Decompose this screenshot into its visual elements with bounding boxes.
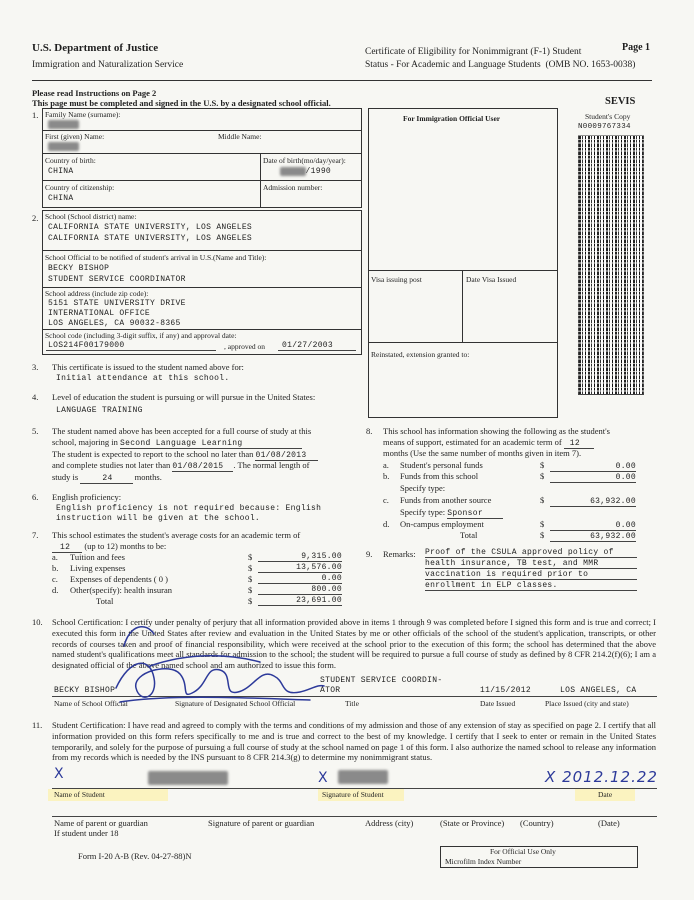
cost-d-amount: 800.00 xyxy=(258,585,342,595)
major-value: Second Language Learning xyxy=(120,439,302,449)
section6-value1: English proficiency is not required because: English xyxy=(56,504,322,513)
middle-name-label: Middle Name: xyxy=(218,132,262,141)
microfilm-label: Microfilm Index Number xyxy=(445,857,522,866)
remarks-line4: enrollment in ELP classes. xyxy=(425,581,637,591)
lbl-date-issued: Date Issued xyxy=(480,699,516,708)
lbl-place-issued: Place Issued (city and state) xyxy=(545,699,629,708)
school-official-label: School Official to be notified of student's arrival in U.S.(Name and Title): xyxy=(45,253,267,262)
school-official-initial-mark xyxy=(120,620,160,650)
school-name-line1: CALIFORNIA STATE UNIVERSITY, LOS ANGELES xyxy=(48,223,253,232)
cost-d-letter: d. xyxy=(52,585,59,595)
birth-country-value: CHINA xyxy=(48,167,74,176)
school-code-value: LOS214F00179000 xyxy=(48,341,125,350)
support-b-letter: b. xyxy=(383,471,390,481)
section3-number: 3. xyxy=(32,362,39,372)
school-address-line3: LOS ANGELES, CA 90032-8365 xyxy=(48,319,181,328)
section9-number: 9. xyxy=(366,549,373,559)
study-months-value: 24 xyxy=(80,474,132,484)
date-issued-value: 11/15/2012 xyxy=(480,686,532,695)
cost-c-label: Expenses of dependents ( 0 ) xyxy=(70,574,168,584)
lbl-student-name: Name of Student xyxy=(54,790,105,799)
sevis-barcode xyxy=(578,135,644,395)
lbl-guardian-name: Name of parent or guardian xyxy=(54,818,148,828)
cost-b-letter: b. xyxy=(52,563,59,573)
report-date-value: 01/08/2013 xyxy=(255,451,318,461)
remarks-label: Remarks: xyxy=(383,549,416,559)
dob-value: /1990 xyxy=(280,167,331,176)
school-official-name-value: BECKY BISHOP xyxy=(54,686,116,695)
lbl-school-official-signature: Signature of Designated School Official xyxy=(175,699,296,708)
specify-type-2-value: Sponsor xyxy=(447,509,503,519)
cert-title: Certificate of Eligibility for Nonimmigrant (F-1) Student xyxy=(365,47,582,57)
first-name-label: First (given) Name: xyxy=(45,132,105,141)
support-total-label: Total xyxy=(460,530,478,540)
support-a-amount: 0.00 xyxy=(550,462,636,472)
support-a-label: Student's personal funds xyxy=(400,460,483,470)
section4-value: LANGUAGE TRAINING xyxy=(56,406,143,415)
section7-term-value: 12 xyxy=(52,543,82,553)
support-total-amount: 63,932.00 xyxy=(550,532,636,542)
lbl-guardian-country: (Country) xyxy=(520,818,554,828)
school-code-label: School code (including 3-digit suffix, if any) and approval date: xyxy=(45,331,237,340)
cert-subtitle: Status - For Academic and Language Students (OMB NO. 1653-0038) xyxy=(365,60,636,70)
citizenship-label: Country of citizenship: xyxy=(45,183,115,192)
remarks-line3: vaccination is required prior to xyxy=(425,570,637,580)
lbl-guardian-address: Address (city) xyxy=(365,818,414,828)
instructions-line2: This page must be completed and signed in the U.S. by a designated school official. xyxy=(32,98,331,108)
school-official-title-value2: ATOR xyxy=(320,686,341,695)
lbl-guardian-signature: Signature of parent or guardian xyxy=(208,818,315,828)
page-number: Page 1 xyxy=(622,42,651,53)
approved-on-value: 01/27/2003 xyxy=(282,341,334,350)
support-d-amount: 0.00 xyxy=(550,521,636,531)
reinstated-label: Reinstated, extension granted to: xyxy=(371,350,470,359)
date-visa-label: Date Visa Issued xyxy=(466,275,517,284)
support-c-letter: c. xyxy=(383,495,389,505)
support-d-label: On-campus employment xyxy=(400,519,484,529)
instructions-line1: Please read Instructions on Page 2 xyxy=(32,88,157,98)
section2-number: 2. xyxy=(32,213,39,223)
sevis-id: N0009767334 xyxy=(578,123,631,131)
specify-type-2: Specify type: Sponsor xyxy=(400,507,503,518)
student-signature-x-mark: X xyxy=(318,770,328,786)
school-address-line2: INTERNATIONAL OFFICE xyxy=(48,309,151,318)
admission-number-label: Admission number: xyxy=(263,183,323,192)
section7-number: 7. xyxy=(32,530,39,540)
section10-number: 10. xyxy=(32,617,43,627)
section5-number: 5. xyxy=(32,426,39,436)
cost-b-amount: 13,576.00 xyxy=(258,563,342,573)
immigration-official-box xyxy=(368,108,558,418)
school-address-line1: 5151 STATE UNIVERSITY DRIVE xyxy=(48,299,186,308)
lbl-student-signature: Signature of Student xyxy=(322,790,384,799)
student-name-redacted xyxy=(148,771,228,785)
lbl-title: Title xyxy=(345,699,359,708)
lbl-student-date: Date xyxy=(598,790,613,799)
visa-post-label: Visa issuing post xyxy=(371,275,422,284)
official-use-label: For Official Use Only xyxy=(490,847,556,856)
section3-text: This certificate is issued to the student named above for: xyxy=(52,362,244,372)
support-b-label: Funds from this school xyxy=(400,471,479,481)
remarks-line1: Proof of the CSULA approved policy of xyxy=(425,548,637,558)
support-b-amount: 0.00 xyxy=(550,473,636,483)
place-issued-value: LOS ANGELES, CA xyxy=(560,686,637,695)
birth-country-label: Country of birth: xyxy=(45,156,96,165)
family-name-label: Family Name (surname): xyxy=(45,110,121,119)
cost-a-amount: 9,315.00 xyxy=(258,552,342,562)
lbl-school-official-name: Name of School Official xyxy=(54,699,128,708)
cost-c-amount: 0.00 xyxy=(258,574,342,584)
section1-number: 1. xyxy=(32,110,39,120)
complete-date-value: 01/08/2015 xyxy=(172,462,233,472)
cost-a-label: Tuition and fees xyxy=(70,552,125,562)
section11-number: 11. xyxy=(32,720,43,730)
section5-line5: study is 24 months. xyxy=(52,472,162,483)
sevis-label: SEVIS xyxy=(605,96,636,107)
section8-term-value: 12 xyxy=(564,439,594,449)
school-official-title-value1: STUDENT SERVICE COORDIN- xyxy=(320,676,443,685)
students-copy-label: Student's Copy xyxy=(585,112,631,121)
section6-label: English proficiency: xyxy=(52,492,122,502)
lbl-guardian-state: (State or Province) xyxy=(440,818,505,828)
school-official-title: STUDENT SERVICE COORDINATOR xyxy=(48,275,186,284)
section8-line3: months (Use the same number of months given in item 7). xyxy=(383,448,582,458)
section4-number: 4. xyxy=(32,392,39,402)
section5-line2: school, majoring in Second Language Learning xyxy=(52,437,302,448)
school-name-label: School (School district) name: xyxy=(45,212,137,221)
approved-on-label: , approved on xyxy=(224,342,266,351)
cost-a-letter: a. xyxy=(52,552,58,562)
lbl-under-18: If student under 18 xyxy=(54,828,119,838)
section4-text: Level of education the student is pursuing or will pursue in the United States: xyxy=(52,392,316,402)
cost-c-letter: c. xyxy=(52,574,58,584)
citizenship-value: CHINA xyxy=(48,194,74,203)
support-d-letter: d. xyxy=(383,519,390,529)
section8-line1: This school has information showing the following as the student's xyxy=(383,426,610,436)
school-official-signature xyxy=(110,648,330,710)
immigration-official-title: For Immigration Official User xyxy=(403,114,501,123)
lbl-guardian-date: (Date) xyxy=(598,818,620,828)
school-official-name: BECKY BISHOP xyxy=(48,264,110,273)
section7-line1: This school estimates the student's average costs for an academic term of xyxy=(52,530,301,540)
agency-name: U.S. Department of Justice xyxy=(32,42,159,54)
cost-b-label: Living expenses xyxy=(70,563,126,573)
support-c-label: Funds from another source xyxy=(400,495,492,505)
specify-type-1: Specify type: xyxy=(400,483,446,493)
section6-number: 6. xyxy=(32,492,39,502)
service-name: Immigration and Naturalization Service xyxy=(32,60,184,70)
support-a-letter: a. xyxy=(383,460,389,470)
school-name-line2: CALIFORNIA STATE UNIVERSITY, LOS ANGELES xyxy=(48,234,253,243)
section5-line3: The student is expected to report to the school no later than 01/08/2013 xyxy=(52,449,318,460)
student-sign-date: X 2012.12.22 xyxy=(545,768,658,786)
form-id: Form I-20 A-B (Rev. 04-27-88)N xyxy=(78,851,192,861)
school-certification-text: School Certification: I certify under penalty of perjury that all information provided above in items 1 through 9 was completed before I signed this form and is true and correct; I executed this form in the United States after review and evaluation in the United States by me or other officials of the school of the student's application, transcripts, or other records of courses taken and proof of financial responsibility, which were received at the school prior to the execution of this form; the school has determined that the above named student's qualifications meet all standards for admission to the school; the student will be required to pursue a full course of study as defined by 8 CFR 214.2(f)(6); I am a designated official of the above named school and am authorized to issue this form. xyxy=(52,617,656,671)
section5-line1: The student named above has been accepted for a full course of study at this xyxy=(52,426,312,436)
section5-line4: and complete studies not later than 01/08/2015 . The normal length of xyxy=(52,460,310,471)
cost-total-amount: 23,691.00 xyxy=(258,596,342,606)
cost-d-label: Other(specify): health insuran xyxy=(70,585,172,595)
section8-line2: means of support, estimated for an academic term of 12 xyxy=(383,437,594,448)
remarks-line2: health insurance, TB test, and MMR xyxy=(425,559,637,569)
header-rule xyxy=(32,80,652,81)
first-name-value xyxy=(48,142,79,151)
student-certification-text: Student Certification: I have read and agreed to comply with the terms and conditions of my admission and those of any extension of stay as specified on page 2. I certify that all information provided on this form refers specifically to me and is true and correct to the best of my knowledge. I certify that I seek to enter or remain in the United States temporarily, and solely for the purpose of pursuing a full course of study at the school named on page 1 of this form. I also authorize the named school to release any information from my records which is needed by the INS pursuant to 8 CFR 214.3(g) to determine my nonimmigrant status. xyxy=(52,720,656,763)
cost-total-label: Total xyxy=(96,596,114,606)
school-address-label: School address (include zip code): xyxy=(45,289,149,298)
dob-label: Date of birth(mo/day/year): xyxy=(263,156,346,165)
support-c-amount: 63,932.00 xyxy=(550,497,636,507)
family-name-value xyxy=(48,120,79,129)
student-name-x-mark: X xyxy=(54,766,64,782)
section6-value2: instruction will be given at the school. xyxy=(56,514,261,523)
student-signature-redacted xyxy=(338,770,388,784)
section7-line2: 12 (up to 12) months to be: xyxy=(52,541,166,552)
section3-value: Initial attendance at this school. xyxy=(56,374,230,383)
section8-number: 8. xyxy=(366,426,373,436)
